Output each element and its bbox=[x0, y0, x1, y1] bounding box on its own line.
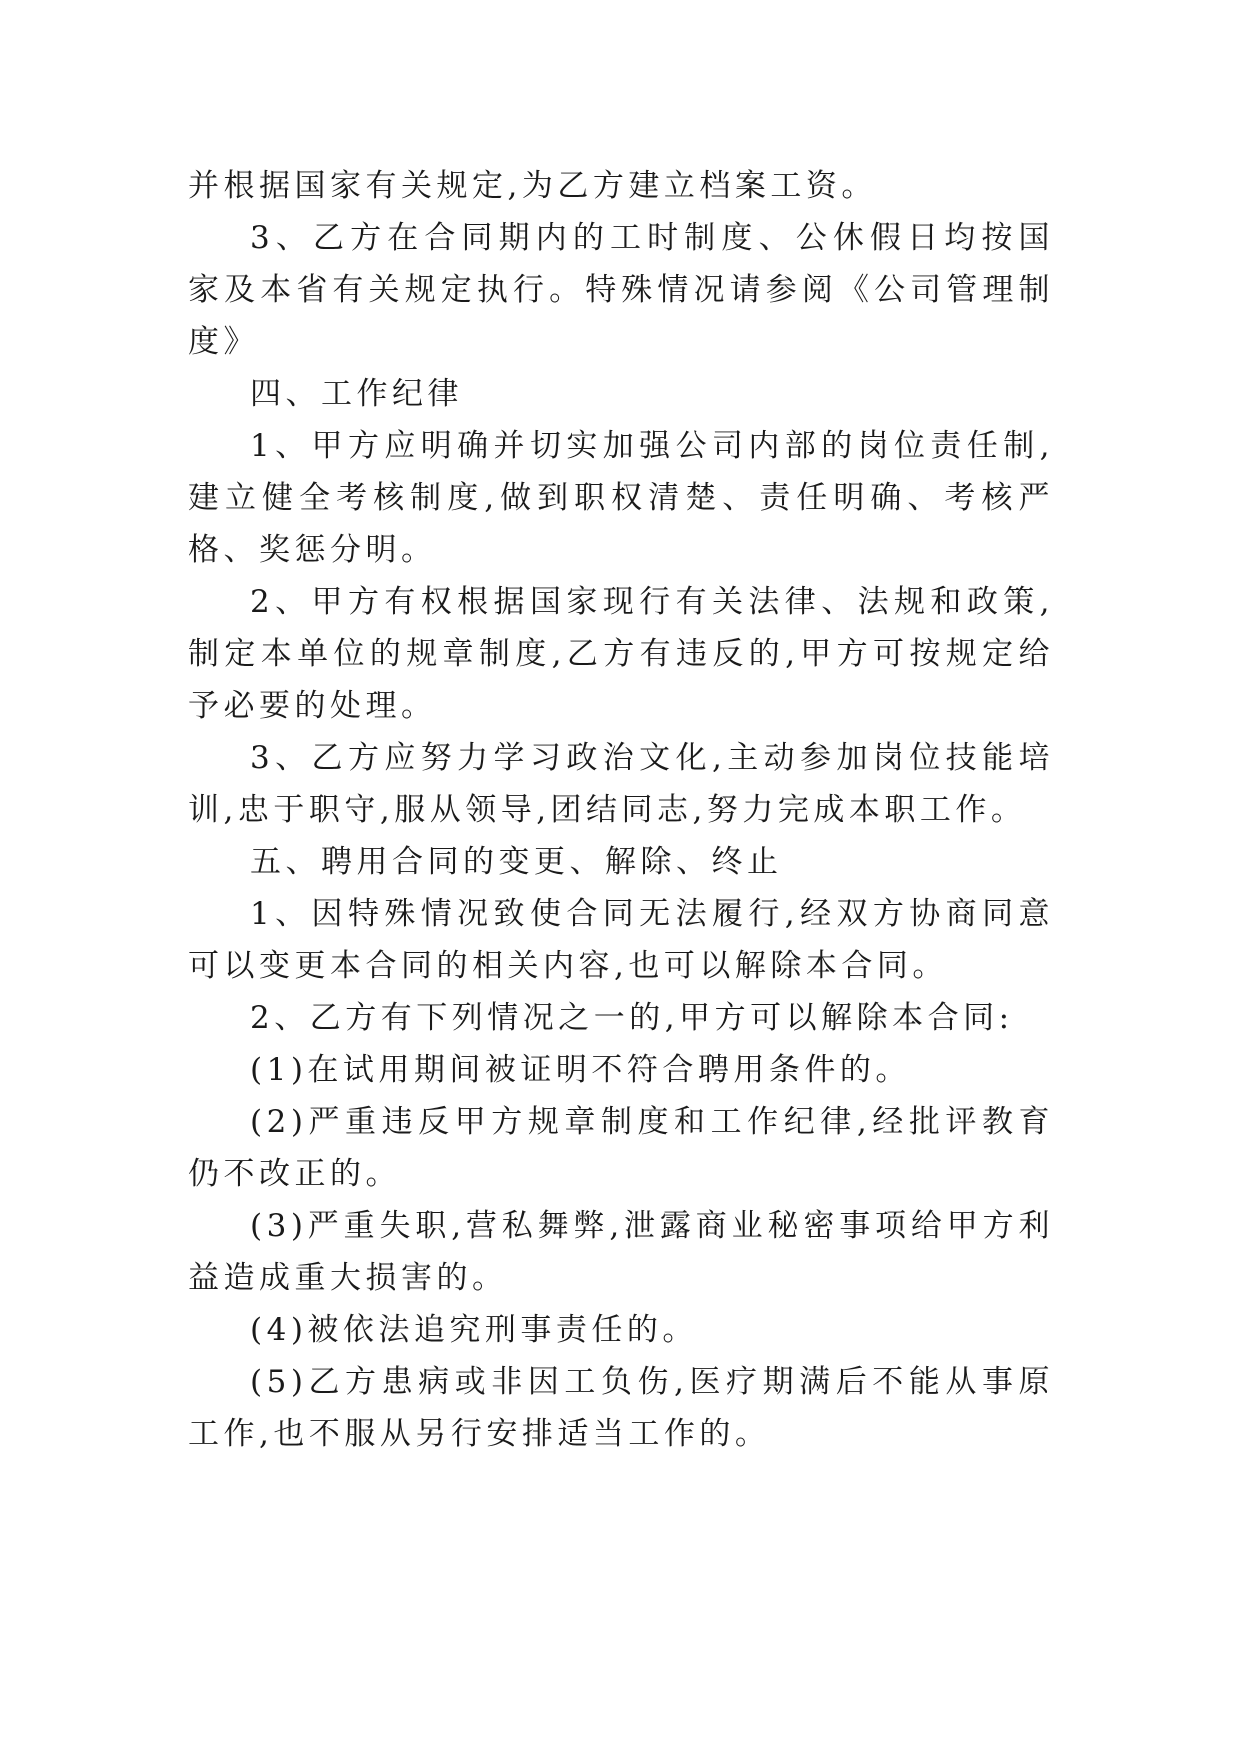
document-body bbox=[188, 160, 1054, 1460]
paragraph-2: 3、乙方在合同期内的工时制度、公休假日均按国家及本省有关规定执行。特殊情况请参阅《公司管理制度》 bbox=[188, 220, 1054, 360]
section-heading-contract-changes: 五、聘用合同的变更、解除、终止 bbox=[250, 844, 783, 880]
list-item-2: (2)严重违反甲方规章制度和工作纪律,经批评教育仍不改正的。 bbox=[188, 1104, 1054, 1192]
paragraph-9: 2、乙方有下列情况之一的,甲方可以解除本合同: bbox=[250, 1000, 1014, 1036]
list-item-3: (3)严重失职,营私舞弊,泄露商业秘密事项给甲方利益造成重大损害的。 bbox=[188, 1208, 1054, 1296]
list-item-4: (4)被依法追究刑事责任的。 bbox=[250, 1312, 698, 1348]
paragraph-5: 2、甲方有权根据国家现行有关法律、法规和政策,制定本单位的规章制度,乙方有违反的,甲方可按规定给予必要的处理。 bbox=[188, 584, 1054, 724]
paragraph-4: 1、甲方应明确并切实加强公司内部的岗位责任制,建立健全考核制度,做到职权清楚、责任明确、考核严格、奖惩分明。 bbox=[188, 428, 1054, 568]
paragraph-1: 并根据国家有关规定,为乙方建立档案工资。 bbox=[188, 168, 877, 204]
paragraph-8: 1、因特殊情况致使合同无法履行,经双方协商同意可以变更本合同的相关内容,也可以解除本合同。 bbox=[188, 896, 1054, 984]
list-item-1: (1)在试用期间被证明不符合聘用条件的。 bbox=[250, 1052, 911, 1088]
section-heading-work-discipline: 四、工作纪律 bbox=[250, 376, 463, 412]
list-item-5: (5)乙方患病或非因工负伤,医疗期满后不能从事原工作,也不服从另行安排适当工作的。 bbox=[188, 1364, 1054, 1452]
paragraph-6: 3、乙方应努力学习政治文化,主动参加岗位技能培训,忠于职守,服从领导,团结同志,努力完成本职工作。 bbox=[188, 740, 1054, 828]
